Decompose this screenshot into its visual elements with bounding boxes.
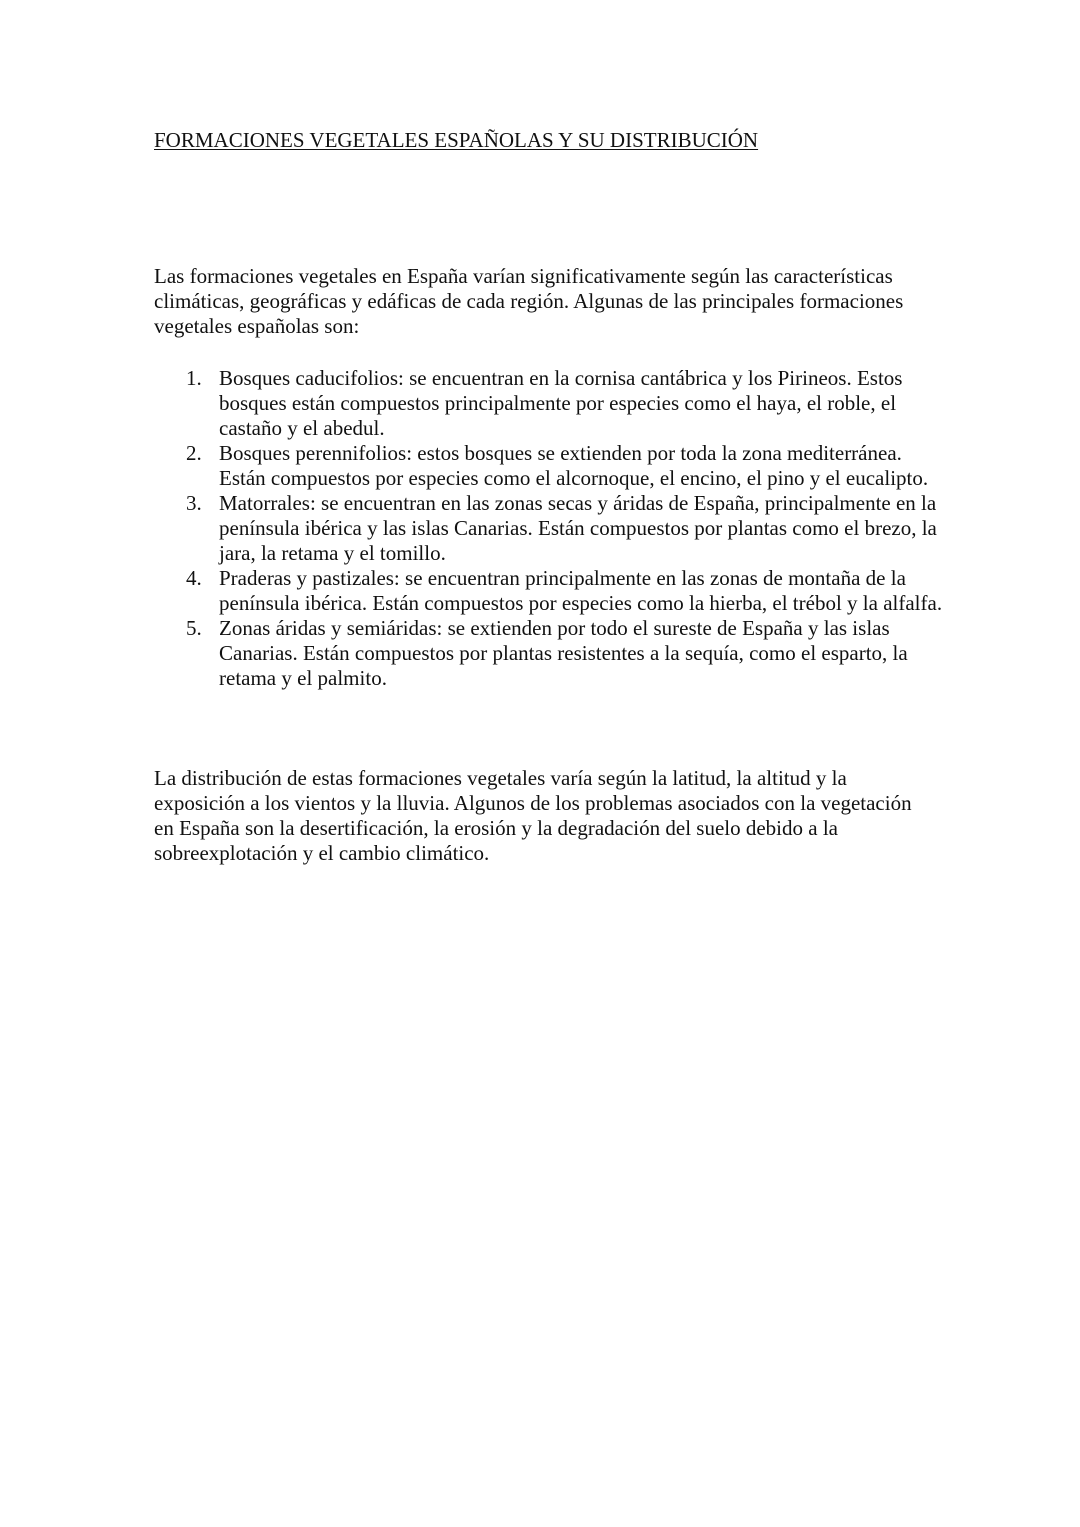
intro-paragraph: Las formaciones vegetales en España varían significativamente según las características climáticas, geográficas y edáficas de cada región. Algunas de las principales formaciones vegetales españolas son: — [154, 264, 904, 338]
list-item — [154, 491, 944, 566]
closing-paragraph: La distribución de estas formaciones vegetales varía según la latitud, la altitud y la exposición a los vientos y la lluvia. Algunos de los problemas asociados con la vegetación en España son la desertificación, la erosión y la degradación del suelo debido a la sobreexplotación y el cambio climático. — [154, 766, 912, 865]
list-item — [154, 616, 944, 691]
list-item — [154, 441, 944, 491]
formations-list — [154, 366, 944, 691]
list-item — [154, 366, 944, 441]
list-item-number: 3. — [186, 491, 202, 515]
list-item — [154, 566, 944, 616]
list-item-text: Bosques caducifolios: se encuentran en la cornisa cantábrica y los Pirineos. Estos bosques están compuestos principalmente por especies como el haya, el roble, el castaño y el abedul. — [219, 366, 903, 440]
list-item-number: 4. — [186, 566, 202, 590]
list-item-text: Matorrales: se encuentran en las zonas secas y áridas de España, principalmente en la península ibérica y las islas Canarias. Están compuestos por plantas como el brezo, la jara, la retama y el tomillo. — [219, 491, 937, 565]
list-item-text: Bosques perennifolios: estos bosques se extienden por toda la zona mediterránea. Están compuestos por especies como el alcornoque, el encino, el pino y el eucalipto. — [219, 441, 929, 490]
document-title: FORMACIONES VEGETALES ESPAÑOLAS Y SU DISTRIBUCIÓN — [154, 128, 759, 152]
list-item-number: 5. — [186, 616, 202, 640]
list-item-text: Zonas áridas y semiáridas: se extienden por todo el sureste de España y las islas Canarias. Están compuestos por plantas resistentes a la sequía, como el esparto, la retama y el palmito. — [219, 616, 908, 690]
list-item-number: 1. — [186, 366, 202, 390]
list-item-text: Praderas y pastizales: se encuentran principalmente en las zonas de montaña de la península ibérica. Están compuestos por especies como la hierba, el trébol y la alfalfa. — [219, 566, 943, 615]
list-item-number: 2. — [186, 441, 202, 465]
